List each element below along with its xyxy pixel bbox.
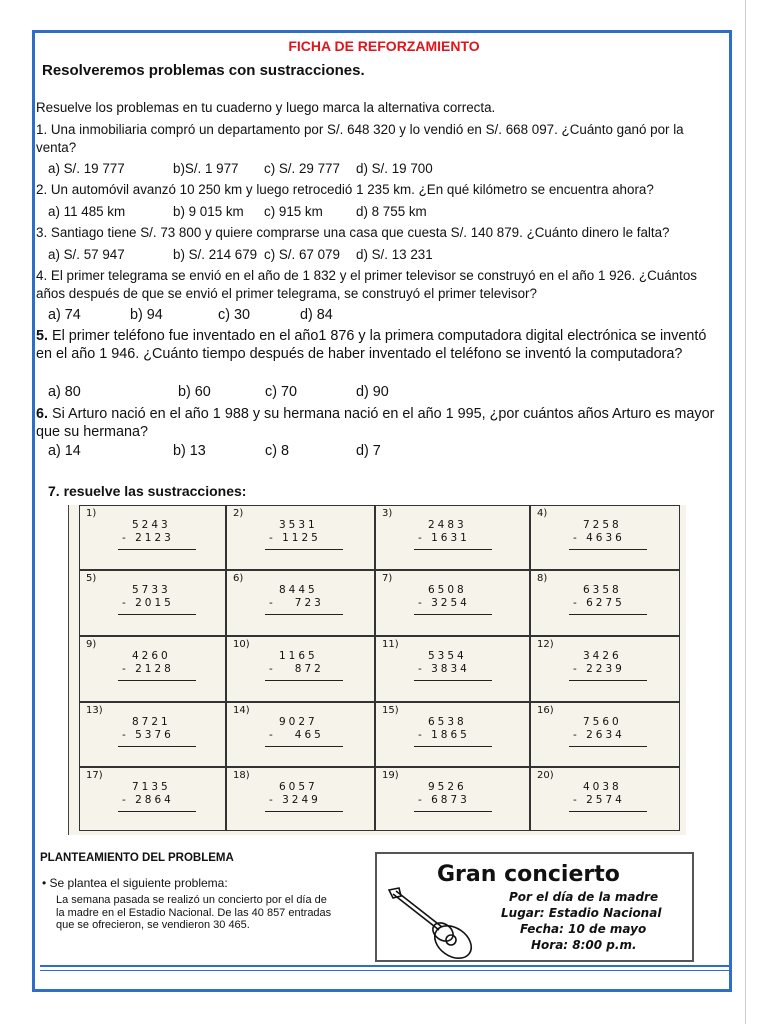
subtraction-cell bbox=[530, 702, 680, 767]
bullet-text: Se plantea el siguiente problema: bbox=[49, 876, 228, 890]
minuend: 3426 bbox=[583, 650, 622, 662]
option: c) 30 bbox=[218, 307, 250, 323]
subtrahend: - 2634 bbox=[573, 729, 625, 741]
exercise-number: 6) bbox=[233, 573, 244, 584]
subtraction-cell bbox=[530, 636, 680, 702]
question-3: 3. Santiago tiene S/. 73 800 y quiere comprarse una casa que cuesta S/. 140 879. ¿Cuánto dinero le falta? bbox=[36, 225, 670, 240]
subtraction-cell bbox=[375, 702, 530, 767]
minuend: 7258 bbox=[583, 519, 622, 531]
subtrahend: - 6873 bbox=[418, 794, 470, 806]
result-line bbox=[569, 811, 647, 812]
concert-poster bbox=[375, 852, 694, 962]
option: b)S/. 1 977 bbox=[173, 161, 239, 176]
result-line bbox=[569, 746, 647, 747]
instruction: Resuelve los problemas en tu cuaderno y luego marca la alternativa correcta. bbox=[36, 100, 496, 115]
subtraction-cell bbox=[375, 570, 530, 636]
result-line bbox=[265, 549, 343, 550]
planteamiento-paragraph: La semana pasada se realizó un concierto por el día de la madre en el Estadio Nacional. De las 40 857 entradas que se ofrecieron, se vendieron 30 465. bbox=[56, 894, 332, 931]
section-7-title: 7. resuelve las sustracciones: bbox=[48, 483, 247, 499]
result-line bbox=[265, 811, 343, 812]
option: a) 14 bbox=[48, 443, 81, 459]
worksheet-subtitle: Resolveremos problemas con sustracciones. bbox=[42, 62, 365, 79]
option: a) S/. 57 947 bbox=[48, 247, 125, 262]
result-line bbox=[414, 614, 492, 615]
minuend: 6508 bbox=[428, 584, 467, 596]
exercise-number: 1) bbox=[86, 508, 97, 519]
question-5-number: 5. bbox=[36, 328, 49, 344]
footer-rule bbox=[40, 965, 730, 967]
subtrahend: - 3834 bbox=[418, 663, 470, 675]
subtraction-cell bbox=[530, 505, 680, 570]
subtraction-cell bbox=[79, 702, 226, 767]
option: d) 90 bbox=[356, 384, 389, 400]
minuend: 7135 bbox=[132, 781, 171, 793]
minuend: 1165 bbox=[279, 650, 318, 662]
result-line bbox=[118, 811, 196, 812]
minuend: 9526 bbox=[428, 781, 467, 793]
question-1: 1. Una inmobiliaria compró un departamento por S/. 648 320 y lo vendió en S/. 668 097. ¿Cuánto ganó por la venta? bbox=[36, 122, 684, 155]
option: d) 8 755 km bbox=[356, 204, 427, 219]
question-6-number: 6. bbox=[36, 406, 49, 422]
concert-line-2: Lugar: Estadio Nacional bbox=[501, 906, 662, 920]
exercise-number: 8) bbox=[537, 573, 548, 584]
result-line bbox=[569, 549, 647, 550]
worksheet-title: FICHA DE REFORZAMIENTO bbox=[288, 38, 480, 54]
minuend: 6538 bbox=[428, 716, 467, 728]
question-2: 2. Un automóvil avanzó 10 250 km y luego retrocedió 1 235 km. ¿En qué kilómetro se encuentra ahora? bbox=[36, 182, 654, 197]
subtraction-cell bbox=[79, 636, 226, 702]
option: c) 8 bbox=[265, 443, 289, 459]
subtrahend: - 465 bbox=[269, 729, 324, 741]
subtrahend: - 2574 bbox=[573, 794, 625, 806]
exercise-number: 11) bbox=[382, 639, 399, 650]
concert-line-1: Por el día de la madre bbox=[509, 890, 659, 904]
question-4: 4. El primer telegrama se envió en el año de 1 832 y el primer televisor se construyó en el año 1 926. ¿Cuántos años después de que se envió el primer telegrama, se construyó el primer televisor? bbox=[36, 268, 697, 301]
question-5 bbox=[36, 327, 726, 363]
minuend: 9027 bbox=[279, 716, 318, 728]
minuend: 4038 bbox=[583, 781, 622, 793]
subtrahend: - 5376 bbox=[122, 729, 174, 741]
exercise-number: 12) bbox=[537, 639, 554, 650]
result-line bbox=[414, 680, 492, 681]
subtrahend: - 2239 bbox=[573, 663, 625, 675]
minuend: 8721 bbox=[132, 716, 171, 728]
option: a) S/. 19 777 bbox=[48, 161, 125, 176]
page-edge bbox=[745, 0, 746, 1024]
result-line bbox=[265, 680, 343, 681]
subtraction-cell bbox=[79, 767, 226, 831]
subtraction-cell bbox=[530, 570, 680, 636]
subtraction-cell bbox=[79, 570, 226, 636]
minuend: 6358 bbox=[583, 584, 622, 596]
concert-line-3: Fecha: 10 de mayo bbox=[520, 922, 647, 936]
exercise-number: 13) bbox=[86, 705, 103, 716]
subtrahend: - 723 bbox=[269, 597, 324, 609]
result-line bbox=[265, 746, 343, 747]
option: a) 74 bbox=[48, 307, 81, 323]
option: d) 7 bbox=[356, 443, 381, 459]
option: a) 11 485 km bbox=[48, 204, 126, 219]
subtrahend: - 3254 bbox=[418, 597, 470, 609]
minuend: 5243 bbox=[132, 519, 171, 531]
subtraction-cell bbox=[226, 702, 375, 767]
option: b) 94 bbox=[130, 307, 163, 323]
option: d) S/. 19 700 bbox=[356, 161, 433, 176]
concert-line-4: Hora: 8:00 p.m. bbox=[531, 938, 637, 952]
exercise-number: 17) bbox=[86, 770, 103, 781]
footer-rule-thin bbox=[40, 970, 730, 971]
option: b) 60 bbox=[178, 384, 211, 400]
minuend: 2483 bbox=[428, 519, 467, 531]
subtraction-cell bbox=[375, 767, 530, 831]
subtrahend: - 2015 bbox=[122, 597, 174, 609]
exercise-number: 14) bbox=[233, 705, 250, 716]
subtrahend: - 3249 bbox=[269, 794, 321, 806]
subtrahend: - 1125 bbox=[269, 532, 321, 544]
result-line bbox=[569, 680, 647, 681]
minuend: 3531 bbox=[279, 519, 318, 531]
subtraction-cell bbox=[530, 767, 680, 831]
option: b) S/. 214 679 bbox=[173, 247, 258, 262]
subtraction-cell bbox=[226, 505, 375, 570]
planteamiento-bullet: • Se plantea el siguiente problema: bbox=[42, 876, 228, 890]
question-6-text: Si Arturo nació en el año 1 988 y su hermana nació en el año 1 995, ¿por cuántos años Arturo es mayor que su hermana? bbox=[36, 406, 715, 440]
subtrahend: - 1631 bbox=[418, 532, 470, 544]
subtrahend: - 2864 bbox=[122, 794, 174, 806]
result-line bbox=[118, 680, 196, 681]
subtraction-cell bbox=[79, 505, 226, 570]
guitar-icon bbox=[387, 886, 479, 962]
exercise-number: 15) bbox=[382, 705, 399, 716]
result-line bbox=[118, 746, 196, 747]
subtrahend: - 1865 bbox=[418, 729, 470, 741]
option: b) 13 bbox=[173, 443, 206, 459]
subtraction-cell bbox=[226, 767, 375, 831]
exercise-number: 7) bbox=[382, 573, 393, 584]
subtrahend: - 6275 bbox=[573, 597, 625, 609]
result-line bbox=[414, 746, 492, 747]
exercise-number: 19) bbox=[382, 770, 399, 781]
result-line bbox=[414, 549, 492, 550]
subtrahend: - 4636 bbox=[573, 532, 625, 544]
option: d) 84 bbox=[300, 307, 333, 323]
result-line bbox=[414, 811, 492, 812]
concert-title: Gran concierto bbox=[437, 862, 620, 887]
question-6 bbox=[36, 405, 726, 441]
planteamiento-title: PLANTEAMIENTO DEL PROBLEMA bbox=[40, 852, 234, 864]
exercise-number: 4) bbox=[537, 508, 548, 519]
exercise-number: 5) bbox=[86, 573, 97, 584]
subtraction-grid bbox=[68, 505, 686, 835]
exercise-number: 16) bbox=[537, 705, 554, 716]
option: d) S/. 13 231 bbox=[356, 247, 433, 262]
minuend: 7560 bbox=[583, 716, 622, 728]
result-line bbox=[265, 614, 343, 615]
exercise-number: 9) bbox=[86, 639, 97, 650]
option: a) 80 bbox=[48, 384, 81, 400]
minuend: 5733 bbox=[132, 584, 171, 596]
subtraction-cell bbox=[375, 505, 530, 570]
subtraction-cell bbox=[375, 636, 530, 702]
subtraction-cell bbox=[226, 570, 375, 636]
subtrahend: - 2128 bbox=[122, 663, 174, 675]
exercise-number: 2) bbox=[233, 508, 244, 519]
exercise-number: 20) bbox=[537, 770, 554, 781]
minuend: 8445 bbox=[279, 584, 318, 596]
result-line bbox=[118, 549, 196, 550]
subtrahend: - 2123 bbox=[122, 532, 174, 544]
option: b) 9 015 km bbox=[173, 204, 244, 219]
exercise-number: 10) bbox=[233, 639, 250, 650]
minuend: 5354 bbox=[428, 650, 467, 662]
subtraction-cell bbox=[226, 636, 375, 702]
question-5-text: El primer teléfono fue inventado en el año1 876 y la primera computadora digital electrónica se inventó en el año 1 946. ¿Cuánto tiempo después de haber inventado el teléfono se inventó la computadora? bbox=[36, 328, 707, 362]
exercise-number: 18) bbox=[233, 770, 250, 781]
option: c) 70 bbox=[265, 384, 297, 400]
option: c) S/. 29 777 bbox=[264, 161, 340, 176]
option: c) 915 km bbox=[264, 204, 323, 219]
subtrahend: - 872 bbox=[269, 663, 324, 675]
option: c) S/. 67 079 bbox=[264, 247, 340, 262]
result-line bbox=[118, 614, 196, 615]
exercise-number: 3) bbox=[382, 508, 393, 519]
minuend: 6057 bbox=[279, 781, 318, 793]
result-line bbox=[569, 614, 647, 615]
minuend: 4260 bbox=[132, 650, 171, 662]
